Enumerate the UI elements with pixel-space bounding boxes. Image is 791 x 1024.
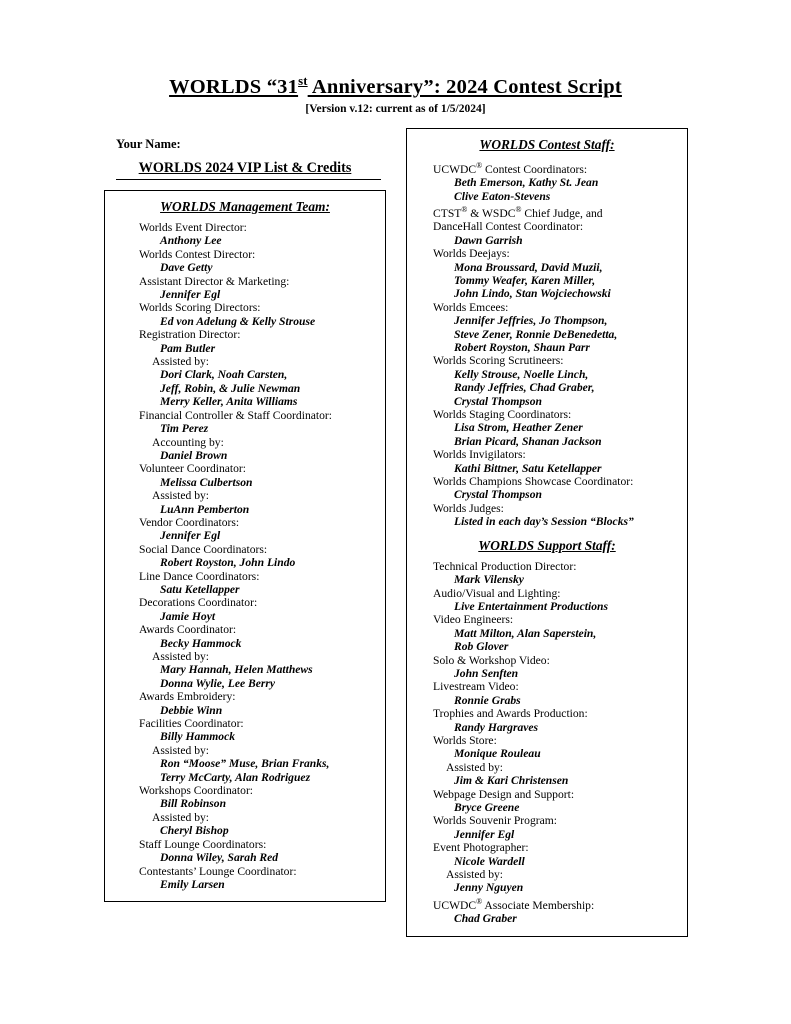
management-team-title: WORLDS Management Team: [160,199,330,214]
credit-assisted-label: Assisted by: [152,743,210,757]
credit-name: Clive Eaton-Stevens [454,189,551,203]
credit-name: Jeff, Robin, & Julie Newman [160,381,301,395]
credit-assisted-label: Assisted by: [446,760,504,774]
page-title-suffix: Anniversary”: 2024 Contest Script [307,75,622,98]
credit-name: Mary Hannah, Helen Matthews [160,663,313,677]
credit-role: Contestants’ Lounge Coordinator: [139,864,297,878]
support-staff-title: WORLDS Support Staff: [478,537,616,553]
credit-name: Listed in each day’s Session “Blocks” [454,515,634,529]
credit-name: Mark Vilensky [454,573,524,587]
credit-name: Jenny Nguyen [454,881,524,895]
credit-name: Pam Butler [160,341,216,355]
management-team-entries [111,221,379,891]
credit-name: Beth Emerson, Kathy St. Jean [454,176,599,190]
credit-role: Workshops Coordinator: [139,784,254,798]
credit-name: Matt Milton, Alan Saperstein, [454,626,597,640]
credit-name: Debbie Winn [160,703,223,717]
your-name-label: Your Name: [116,136,181,151]
credit-name: Daniel Brown [160,448,228,462]
credit-name: Dawn Garrish [454,233,523,247]
credit-role: DanceHall Contest Coordinator: [433,220,584,234]
credit-name: Jamie Hoyt [160,609,216,623]
credit-name: Jennifer Egl [160,288,221,302]
credit-name: Ronnie Grabs [454,693,521,707]
credit-assisted-label: Assisted by: [152,489,210,503]
credit-name: Becky Hammock [160,636,242,650]
credit-name: Anthony Lee [160,234,222,248]
credit-role: CTST® & WSDC® Chief Judge, and [433,205,603,220]
credit-role: Decorations Coordinator: [139,596,258,610]
credit-role: Event Photographer: [433,841,529,855]
credit-name: Chad Graber [454,912,517,926]
credit-role: Video Engineers: [433,613,514,627]
contest-staff-box [406,128,688,937]
credit-role: Registration Director: [139,328,241,342]
credit-name: Crystal Thompson [454,394,542,408]
credit-role: Audio/Visual and Lighting: [433,586,561,600]
credit-name: Brian Picard, Shanan Jackson [454,434,602,448]
credit-name: Randy Jeffries, Chad Graber, [454,381,595,395]
credit-name: Monique Rouleau [454,747,541,761]
credit-name: Mona Broussard, David Muzii, [454,260,603,274]
credit-name: Bill Robinson [160,797,227,811]
right-column [406,128,688,937]
credit-role: Awards Coordinator: [139,623,237,637]
credit-name: Tommy Weafer, Karen Miller, [454,273,596,287]
credit-role: Awards Embroidery: [139,690,236,704]
credit-name: Jennifer Egl [160,529,221,543]
credit-name: Melissa Culbertson [160,475,253,489]
credit-role: Worlds Staging Coordinators: [433,408,572,422]
credit-role: Worlds Contest Director: [139,247,256,261]
credit-role: Worlds Scoring Scrutineers: [433,354,564,368]
page-title-ordinal-suffix: st [298,74,308,88]
your-name-write-line[interactable] [116,178,381,180]
credit-role: Solo & Workshop Video: [433,653,550,667]
credit-name: Crystal Thompson [454,488,542,502]
management-team-box [104,190,386,902]
credit-name: Jennifer Egl [454,827,515,841]
credit-role: Technical Production Director: [433,559,577,573]
credit-role: Trophies and Awards Production: [433,707,588,721]
credit-role: Worlds Emcees: [433,300,509,314]
credit-name: Billy Hammock [160,730,236,744]
credit-name: Bryce Greene [454,801,520,814]
credit-assisted-label: Assisted by: [152,810,210,824]
credit-role: Staff Lounge Coordinators: [139,837,267,851]
credit-name: Kathi Bittner, Satu Ketellapper [454,461,602,475]
credit-name: Steve Zener, Ronnie DeBenedetta, [454,327,618,341]
credit-role: Worlds Deejays: [433,247,510,261]
left-column [104,190,386,902]
credit-assisted-label: Assisted by: [152,650,210,663]
credit-name: Donna Wiley, Sarah Red [160,851,279,865]
credit-name: Dave Getty [160,261,213,275]
credit-name: Randy Hargraves [454,720,539,734]
credit-role: Assistant Director & Marketing: [139,274,290,288]
credit-name: Merry Keller, Anita Williams [160,395,298,409]
credit-name: Terry McCarty, Alan Rodriguez [160,770,311,784]
credit-role: Worlds Store: [433,733,497,747]
credit-role: Financial Controller & Staff Coordinator: [139,408,332,422]
credit-assisted-label: Assisted by: [152,355,210,369]
credit-role: UCWDC® Contest Coordinators: [433,161,588,176]
credit-name: Lisa Strom, Heather Zener [454,421,583,435]
credit-role: Volunteer Coordinator: [139,462,247,476]
credit-role: Worlds Event Director: [139,221,247,234]
credit-assisted-label: Accounting by: [152,435,224,449]
credit-name: Ron “Moose” Muse, Brian Franks, [160,757,330,771]
credit-role: Line Dance Coordinators: [139,569,260,583]
credit-role: Vendor Coordinators: [139,515,240,529]
credit-name: Nicole Wardell [454,854,525,868]
credit-name: Kelly Strouse, Noelle Linch, [454,367,589,381]
credit-name: Emily Larsen [160,877,225,891]
page-title [58,74,733,99]
credit-role: Facilities Coordinator: [139,717,244,731]
credit-name: Ed von Adelung & Kelly Strouse [160,314,316,328]
credit-name: Jim & Kari Christensen [454,774,569,788]
credit-name: Tim Perez [160,422,209,436]
credit-role: Worlds Champions Showcase Coordinator: [433,475,634,489]
credit-name: Donna Wylie, Lee Berry [160,676,276,690]
credit-name: Dori Clark, Noah Carsten, [160,368,288,382]
credit-name: Robert Royston, John Lindo [160,556,296,570]
credit-name: Robert Royston, Shaun Parr [454,341,590,354]
credit-name: Cheryl Bishop [160,824,229,838]
document-version: [Version v.12: current as of 1/5/2024] [305,102,486,115]
credit-name: Rob Glover [454,640,509,654]
page-title-prefix: WORLDS “31 [169,75,299,98]
credit-name: Satu Ketellapper [160,582,240,596]
credit-name: Live Entertainment Productions [454,599,608,613]
credit-role: Social Dance Coordinators: [139,542,268,556]
credit-role: Livestream Video: [433,680,519,694]
credit-assisted-label: Assisted by: [446,868,504,882]
credit-role: Worlds Invigilators: [433,448,526,462]
credit-name: Jennifer Jeffries, Jo Thompson, [454,314,608,328]
credit-role: Worlds Judges: [433,501,504,515]
credit-role: Webpage Design and Support: [433,787,575,801]
credit-role: Worlds Scoring Directors: [139,301,261,315]
support-staff-entries [413,560,681,926]
credit-name: John Lindo, Stan Wojciechowski [454,287,611,301]
contest-staff-title: WORLDS Contest Staff: [479,137,615,152]
credit-role: Worlds Souvenir Program: [433,814,558,828]
credit-name: John Senften [454,666,519,680]
credit-name: LuAnn Pemberton [160,502,250,516]
credit-role: UCWDC® Associate Membership: [433,896,595,912]
vip-list-heading: WORLDS 2024 VIP List & Credits [138,160,352,176]
contest-staff-entries [413,159,681,529]
